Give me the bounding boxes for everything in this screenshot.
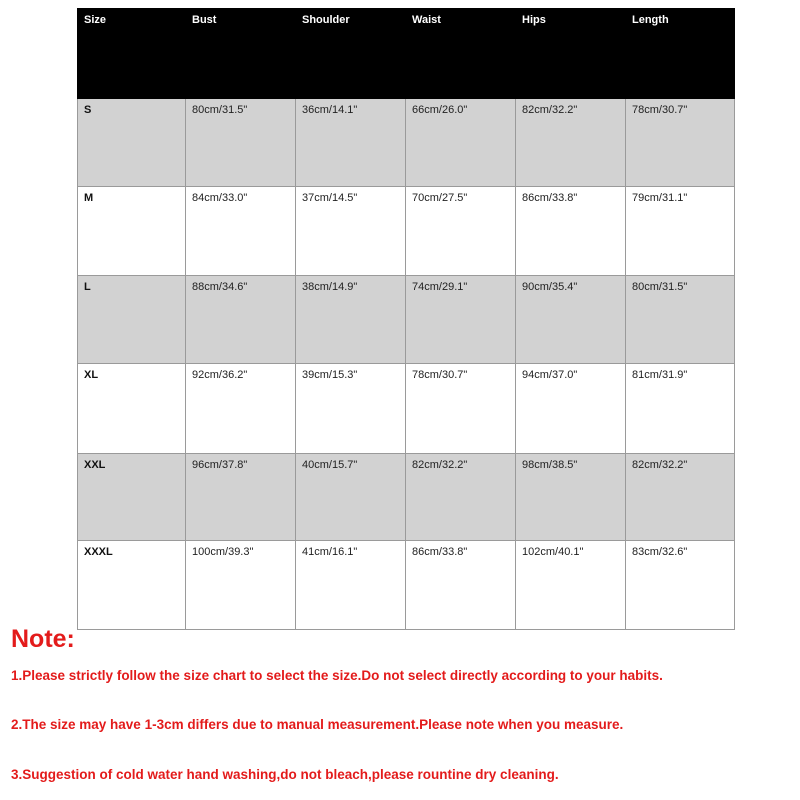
- shoulder-cell: 41cm/16.1": [296, 541, 406, 630]
- length-cell: 82cm/32.2": [626, 454, 735, 541]
- length-cell: 81cm/31.9": [626, 364, 735, 454]
- length-cell: 79cm/31.1": [626, 187, 735, 276]
- note-item-2: 2.The size may have 1-3cm differs due to manual measurement.Please note when you measure.: [11, 717, 624, 732]
- table-row-xxl: [78, 454, 735, 541]
- shoulder-cell: 40cm/15.7": [296, 454, 406, 541]
- shoulder-cell: 39cm/15.3": [296, 364, 406, 454]
- bust-cell: 92cm/36.2": [186, 364, 296, 454]
- header-row: [78, 9, 735, 99]
- table-body: [78, 99, 735, 630]
- table-row-l: [78, 276, 735, 364]
- waist-cell: 74cm/29.1": [406, 276, 516, 364]
- hips-cell: 98cm/38.5": [516, 454, 626, 541]
- bust-cell: 100cm/39.3": [186, 541, 296, 630]
- waist-cell: 86cm/33.8": [406, 541, 516, 630]
- bust-cell: 84cm/33.0": [186, 187, 296, 276]
- note-item-1: 1.Please strictly follow the size chart to select the size.Do not select directly according to your habits.: [11, 668, 663, 683]
- waist-cell: 82cm/32.2": [406, 454, 516, 541]
- table-header: [78, 9, 735, 99]
- size-cell: M: [78, 187, 186, 276]
- size-chart-table: [77, 8, 735, 630]
- bust-cell: 88cm/34.6": [186, 276, 296, 364]
- size-cell: XXXL: [78, 541, 186, 630]
- waist-cell: 66cm/26.0": [406, 99, 516, 187]
- table-row-m: [78, 187, 735, 276]
- column-header-hips: Hips: [516, 9, 626, 99]
- length-cell: 83cm/32.6": [626, 541, 735, 630]
- hips-cell: 94cm/37.0": [516, 364, 626, 454]
- column-header-waist: Waist: [406, 9, 516, 99]
- shoulder-cell: 37cm/14.5": [296, 187, 406, 276]
- hips-cell: 86cm/33.8": [516, 187, 626, 276]
- shoulder-cell: 36cm/14.1": [296, 99, 406, 187]
- size-cell: L: [78, 276, 186, 364]
- column-header-bust: Bust: [186, 9, 296, 99]
- size-cell: XL: [78, 364, 186, 454]
- shoulder-cell: 38cm/14.9": [296, 276, 406, 364]
- column-header-length: Length: [626, 9, 735, 99]
- size-cell: XXL: [78, 454, 186, 541]
- table-row-xxxl: [78, 541, 735, 630]
- waist-cell: 78cm/30.7": [406, 364, 516, 454]
- hips-cell: 102cm/40.1": [516, 541, 626, 630]
- column-header-shoulder: Shoulder: [296, 9, 406, 99]
- size-cell: S: [78, 99, 186, 187]
- table-row-s: [78, 99, 735, 187]
- note-title: Note:: [11, 625, 75, 653]
- column-header-size: Size: [78, 9, 186, 99]
- length-cell: 80cm/31.5": [626, 276, 735, 364]
- waist-cell: 70cm/27.5": [406, 187, 516, 276]
- bust-cell: 80cm/31.5": [186, 99, 296, 187]
- note-item-3: 3.Suggestion of cold water hand washing,do not bleach,please rountine dry cleaning.: [11, 767, 559, 782]
- hips-cell: 82cm/32.2": [516, 99, 626, 187]
- length-cell: 78cm/30.7": [626, 99, 735, 187]
- table-row-xl: [78, 364, 735, 454]
- hips-cell: 90cm/35.4": [516, 276, 626, 364]
- bust-cell: 96cm/37.8": [186, 454, 296, 541]
